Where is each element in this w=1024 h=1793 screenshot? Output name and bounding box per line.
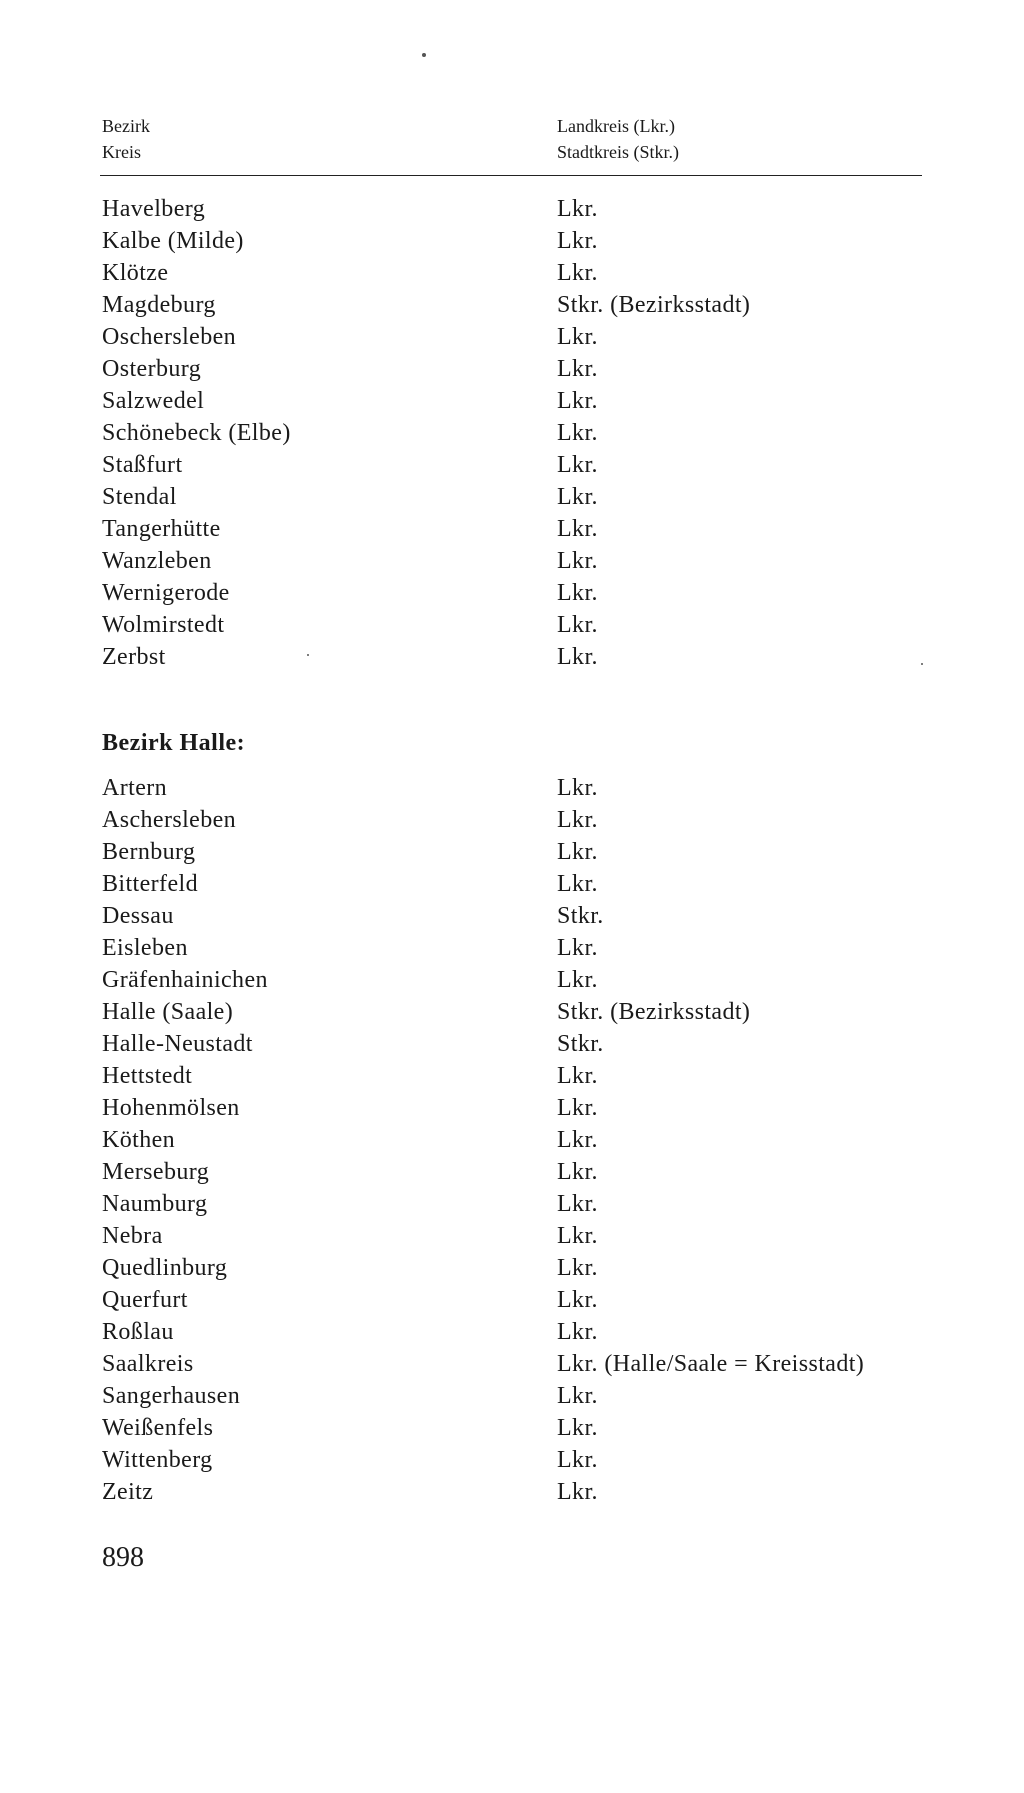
kreis-name: Salzwedel [102, 388, 205, 414]
kreis-type: Lkr. [557, 516, 598, 542]
kreis-name: Havelberg [102, 196, 206, 222]
list-item [0, 545, 1024, 577]
halle-kreis-list [0, 772, 1024, 1508]
kreis-type: Lkr. [557, 871, 598, 897]
list-item [0, 1284, 1024, 1316]
kreis-type: Lkr. [557, 548, 598, 574]
list-item [0, 868, 1024, 900]
kreis-name: Klötze [102, 260, 169, 286]
scan-speck [422, 53, 426, 57]
kreis-type: Lkr. [557, 1479, 598, 1505]
kreis-type: Lkr. [557, 1319, 598, 1345]
list-item [0, 321, 1024, 353]
list-item [0, 1316, 1024, 1348]
kreis-name: Wolmirstedt [102, 612, 225, 638]
kreis-type: Lkr. [557, 388, 598, 414]
kreis-name: Nebra [102, 1223, 163, 1249]
kreis-name: Aschersleben [102, 807, 237, 833]
kreis-name: Bernburg [102, 839, 196, 865]
kreis-name: Stendal [102, 484, 177, 510]
list-item [0, 772, 1024, 804]
kreis-name: Wernigerode [102, 580, 230, 606]
kreis-name: Köthen [102, 1127, 176, 1153]
kreis-name: Querfurt [102, 1287, 188, 1313]
list-item [0, 1124, 1024, 1156]
header-divider [100, 175, 922, 176]
list-item [0, 417, 1024, 449]
kreis-name: Saalkreis [102, 1351, 194, 1377]
list-item [0, 932, 1024, 964]
kreis-name: Hohenmölsen [102, 1095, 240, 1121]
kreis-name: Quedlinburg [102, 1255, 228, 1281]
list-item [0, 900, 1024, 932]
kreis-type: Lkr. [557, 1255, 598, 1281]
list-item [0, 1220, 1024, 1252]
header-right-line1: Landkreis (Lkr.) [557, 116, 675, 136]
page-number: 898 [102, 1542, 144, 1573]
list-item [0, 1188, 1024, 1220]
list-item [0, 1348, 1024, 1380]
kreis-type: Lkr. [557, 1127, 598, 1153]
header-right-line2: Stadtkreis (Stkr.) [557, 142, 679, 162]
list-item [0, 836, 1024, 868]
kreis-type: Stkr. (Bezirksstadt) [557, 292, 751, 318]
kreis-type: Lkr. [557, 196, 598, 222]
list-item [0, 1444, 1024, 1476]
header-left-line1: Bezirk [102, 116, 150, 136]
kreis-type: Stkr. [557, 1031, 604, 1057]
kreis-type: Lkr. [557, 1383, 598, 1409]
kreis-type: Lkr. [557, 452, 598, 478]
kreis-type: Lkr. [557, 356, 598, 382]
kreis-name: Merseburg [102, 1159, 210, 1185]
list-item [0, 1412, 1024, 1444]
kreis-name: Halle (Saale) [102, 999, 234, 1025]
list-item [0, 1380, 1024, 1412]
kreis-type: Lkr. [557, 228, 598, 254]
list-item [0, 385, 1024, 417]
kreis-type: Lkr. [557, 324, 598, 350]
kreis-name: Staßfurt [102, 452, 183, 478]
list-item [0, 996, 1024, 1028]
kreis-name: Oschersleben [102, 324, 237, 350]
kreis-type: Lkr. [557, 775, 598, 801]
list-item [0, 577, 1024, 609]
list-item [0, 513, 1024, 545]
kreis-type: Stkr. (Bezirksstadt) [557, 999, 751, 1025]
kreis-type: Lkr. [557, 967, 598, 993]
kreis-name: Wanzleben [102, 548, 212, 574]
list-item [0, 257, 1024, 289]
kreis-name: Kalbe (Milde) [102, 228, 244, 254]
kreis-name: Halle-Neustadt [102, 1031, 253, 1057]
kreis-type: Lkr. [557, 1159, 598, 1185]
kreis-type: Lkr. [557, 935, 598, 961]
magdeburg-kreis-list [0, 193, 1024, 673]
kreis-name: Schönebeck (Elbe) [102, 420, 291, 446]
kreis-type: Lkr. [557, 580, 598, 606]
kreis-name: Artern [102, 775, 168, 801]
kreis-name: Dessau [102, 903, 174, 929]
kreis-type: Lkr. [557, 1223, 598, 1249]
kreis-type: Lkr. [557, 1095, 598, 1121]
list-item [0, 964, 1024, 996]
list-item [0, 225, 1024, 257]
list-item [0, 804, 1024, 836]
list-item [0, 289, 1024, 321]
kreis-type: Lkr. [557, 1287, 598, 1313]
kreis-type: Stkr. [557, 903, 604, 929]
list-item [0, 641, 1024, 673]
kreis-type: Lkr. (Halle/Saale = Kreisstadt) [557, 1351, 865, 1377]
list-item [0, 1252, 1024, 1284]
kreis-type: Lkr. [557, 839, 598, 865]
list-item [0, 1028, 1024, 1060]
kreis-name: Bitterfeld [102, 871, 198, 897]
kreis-name: Hettstedt [102, 1063, 193, 1089]
kreis-name: Roßlau [102, 1319, 174, 1345]
kreis-name: Zeitz [102, 1479, 154, 1505]
list-item [0, 481, 1024, 513]
kreis-type: Lkr. [557, 807, 598, 833]
list-item [0, 1156, 1024, 1188]
kreis-type: Lkr. [557, 612, 598, 638]
kreis-name: Naumburg [102, 1191, 208, 1217]
kreis-type: Lkr. [557, 484, 598, 510]
kreis-type: Lkr. [557, 260, 598, 286]
kreis-name: Osterburg [102, 356, 202, 382]
list-item [0, 193, 1024, 225]
kreis-name: Weißenfels [102, 1415, 214, 1441]
kreis-type: Lkr. [557, 644, 598, 670]
kreis-type: Lkr. [557, 1415, 598, 1441]
list-item [0, 1476, 1024, 1508]
kreis-name: Wittenberg [102, 1447, 213, 1473]
kreis-name: Gräfenhainichen [102, 967, 268, 993]
kreis-name: Magdeburg [102, 292, 216, 318]
list-item [0, 449, 1024, 481]
header-left-line2: Kreis [102, 142, 141, 162]
list-item [0, 353, 1024, 385]
kreis-type: Lkr. [557, 1447, 598, 1473]
section-heading-halle: Bezirk Halle: [102, 730, 246, 756]
kreis-name: Zerbst [102, 644, 166, 670]
list-item [0, 1060, 1024, 1092]
kreis-name: Tangerhütte [102, 516, 221, 542]
kreis-name: Eisleben [102, 935, 188, 961]
kreis-type: Lkr. [557, 1063, 598, 1089]
kreis-type: Lkr. [557, 420, 598, 446]
kreis-name: Sangerhausen [102, 1383, 241, 1409]
list-item [0, 1092, 1024, 1124]
list-item [0, 609, 1024, 641]
kreis-type: Lkr. [557, 1191, 598, 1217]
